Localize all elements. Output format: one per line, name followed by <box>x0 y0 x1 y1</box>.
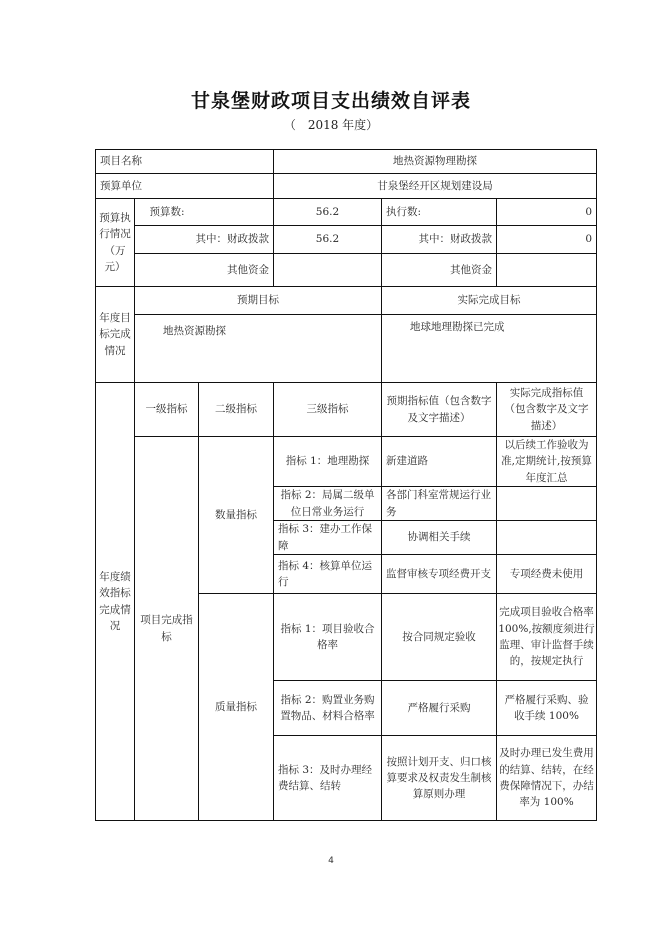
table-row <box>96 437 597 487</box>
actual-cell: 以后续工作验收为准,定期统计,按预算年度汇总 <box>497 437 597 487</box>
row-budget <box>96 199 597 226</box>
fiscal-exec-label: 其中：财政拨款 <box>382 226 497 254</box>
expected-goal-value: 地热资源勘探 <box>135 315 382 383</box>
header-expected: 预期指标值（包含数字及文字描述） <box>382 383 497 437</box>
actual-cell: 及时办理已发生费用的结算、结转，在经费保障情况下，办结率为 100% <box>497 736 597 821</box>
exec-amount-value: 0 <box>497 199 597 226</box>
row-goal-header <box>96 287 597 315</box>
row-budget-unit <box>96 174 597 199</box>
fiscal-budget-label: 其中：财政拨款 <box>135 226 274 254</box>
other-budget-value <box>274 254 382 287</box>
level3-cell: 指标 2：局属二级单位日常业务运行 <box>274 487 382 521</box>
level3-cell: 指标 3：及时办理经费结算、结转 <box>274 736 382 821</box>
actual-cell <box>497 521 597 555</box>
fiscal-budget-value: 56.2 <box>274 226 382 254</box>
level1-value: 项目完成指标 <box>135 437 199 821</box>
header-actual: 实际完成指标值（包含数字及文字描述） <box>497 383 597 437</box>
document-title: 甘泉堡财政项目支出绩效自评表 <box>190 90 471 112</box>
budget-amount-value: 56.2 <box>274 199 382 226</box>
exec-amount-label: 执行数: <box>382 199 497 226</box>
level2-quality: 质量指标 <box>199 594 274 821</box>
other-budget-label: 其他资金 <box>135 254 274 287</box>
expected-cell: 各部门科室常规运行业务 <box>382 487 497 521</box>
header-level1: 一级指标 <box>135 383 199 437</box>
other-exec-label: 其他资金 <box>382 254 497 287</box>
budget-unit-label: 预算单位 <box>96 174 274 199</box>
actual-goal-header: 实际完成目标 <box>382 287 597 315</box>
fiscal-exec-value: 0 <box>497 226 597 254</box>
header-level2: 二级指标 <box>199 383 274 437</box>
expected-cell: 按合同规定验收 <box>382 594 497 681</box>
expected-cell: 监督审核专项经费开支 <box>382 555 497 594</box>
page-number: 4 <box>328 856 334 866</box>
annual-goal-section-label: 年度目标完成情况 <box>96 287 135 383</box>
budget-section-label: 预算执行情况（万元） <box>96 199 135 287</box>
other-exec-value <box>497 254 597 287</box>
expected-cell: 严格履行采购 <box>382 681 497 736</box>
header-level3: 三级指标 <box>274 383 382 437</box>
actual-cell: 完成项目验收合格率 100%,按额度须进行监理、审计监督手续的，按规定执行 <box>497 594 597 681</box>
level3-cell: 指标 1：项目验收合格率 <box>274 594 382 681</box>
actual-cell <box>497 487 597 521</box>
expected-cell: 按照计划开支、归口核算要求及权责发生制核算原则办理 <box>382 736 497 821</box>
row-indicator-headers <box>96 383 597 437</box>
performance-section-label: 年度绩效指标完成情况 <box>96 383 135 821</box>
level3-cell: 指标 3：建办工作保障 <box>274 521 382 555</box>
actual-goal-value: 地球地理勘探已完成 <box>382 315 597 383</box>
project-name-label: 项目名称 <box>96 150 274 174</box>
row-project-name <box>96 150 597 174</box>
expected-cell: 协调相关手续 <box>382 521 497 555</box>
project-name-value: 地热资源物理勘探 <box>274 150 597 174</box>
level2-quantity: 数量指标 <box>199 437 274 594</box>
level3-cell: 指标 2：购置业务购置物品、材料合格率 <box>274 681 382 736</box>
row-goal-values <box>96 315 597 383</box>
budget-amount-label: 预算数: <box>135 199 274 226</box>
actual-cell: 专项经费未使用 <box>497 555 597 594</box>
level3-cell: 指标 1：地理勘探 <box>274 437 382 487</box>
actual-cell: 严格履行采购、验收手续 100% <box>497 681 597 736</box>
level3-cell: 指标 4：核算单位运行 <box>274 555 382 594</box>
row-fiscal <box>96 226 597 254</box>
performance-table <box>95 149 597 821</box>
budget-unit-value: 甘泉堡经开区规划建设局 <box>274 174 597 199</box>
document-year: （ 2018 年度） <box>283 118 379 132</box>
row-other <box>96 254 597 287</box>
expected-cell: 新建道路 <box>382 437 497 487</box>
expected-goal-header: 预期目标 <box>135 287 382 315</box>
